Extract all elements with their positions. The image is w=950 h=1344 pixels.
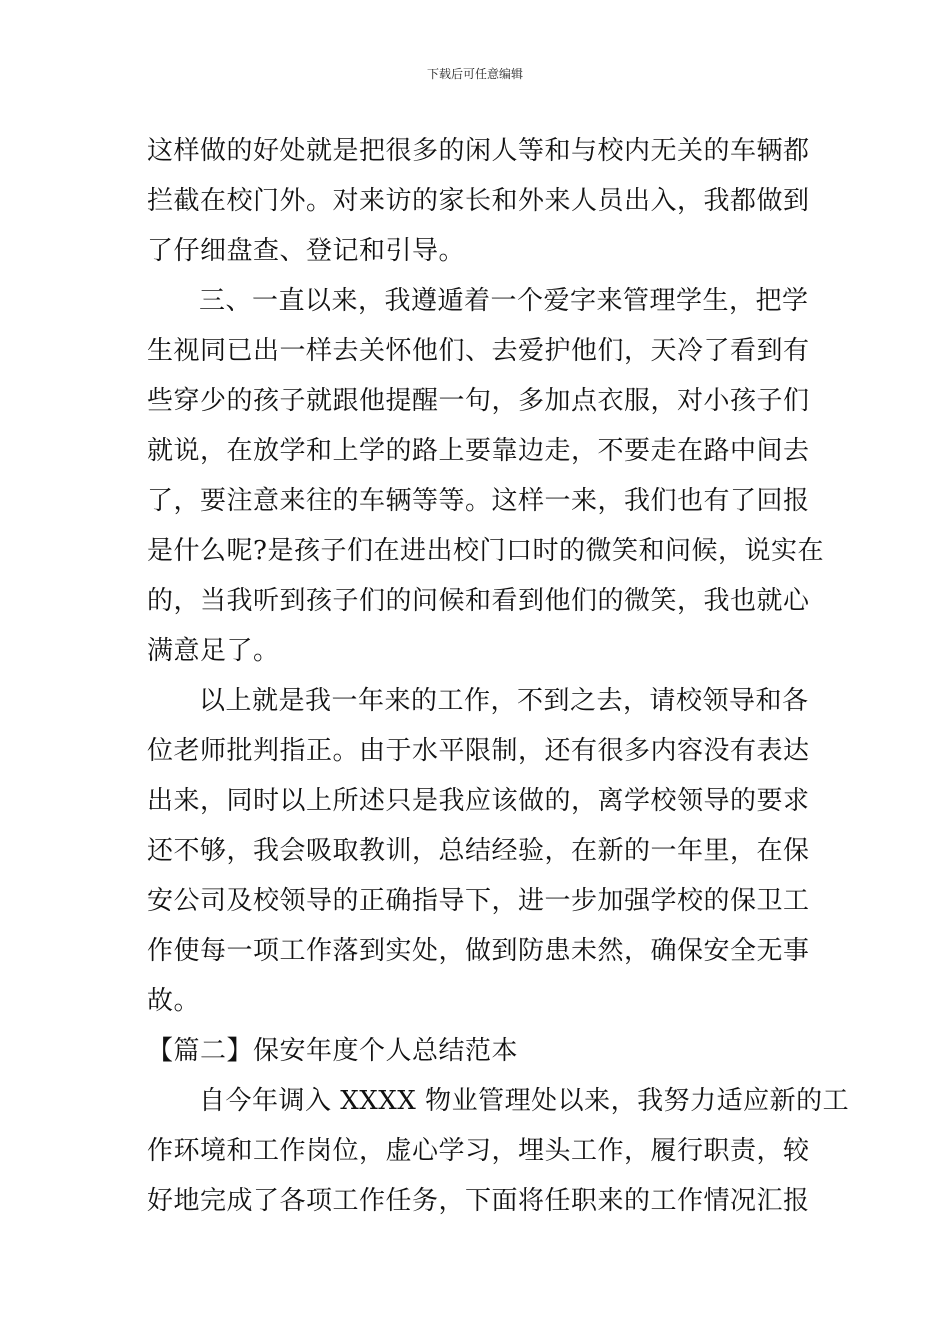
text-line: 作使每一项工作落到实处，做到防患未然，确保安全无事 <box>147 936 810 966</box>
text-line: 拦截在校门外。对来访的家长和外来人员出入，我都做到 <box>147 186 810 216</box>
text-line: 的，当我听到孩子们的问候和看到他们的微笑，我也就心 <box>147 586 810 616</box>
document-body <box>147 126 850 1226</box>
paragraph-first-line: 三、一直以来，我遵遁着一个爱字来管理学生，把学 <box>199 286 809 316</box>
text-line: 作环境和工作岗位，虚心学习，埋头工作，履行职责，较 <box>147 1136 810 1166</box>
text-line: 还不够，我会吸取教训，总结经验，在新的一年里，在保 <box>147 836 810 866</box>
text-line: 出来，同时以上所述只是我应该做的，离学校领导的要求 <box>147 786 810 816</box>
text-line: 好地完成了各项工作任务，下面将任职来的工作情况汇报 <box>147 1186 810 1216</box>
page-header: 下载后可任意编辑 <box>426 67 523 81</box>
text-line: 这样做的好处就是把很多的闲人等和与校内无关的车辆都 <box>147 136 810 166</box>
text-line: 位老师批判指正。由于水平限制，还有很多内容没有表达 <box>147 736 810 766</box>
text-line: 就说，在放学和上学的路上要靠边走，不要走在路中间去 <box>147 436 810 466</box>
text-line: 了，要注意来往的车辆等等。这样一来，我们也有了回报 <box>147 486 810 516</box>
section-heading: 【篇二】保安年度个人总结范本 <box>147 1036 519 1066</box>
text-line: 是什么呢?是孩子们在进出校门口时的微笑和问候，说实在 <box>147 536 824 566</box>
text-line: 些穿少的孩子就跟他提醒一句，多加点衣服，对小孩子们 <box>147 386 810 416</box>
text-line: 满意足了。 <box>147 636 280 666</box>
paragraph-first-line: 自今年调入 XXXX 物业管理处以来，我努力适应新的工 <box>199 1086 850 1116</box>
text-line: 生视同已出一样去关怀他们、去爱护他们，天冷了看到有 <box>147 336 810 366</box>
text-line: 故。 <box>147 986 201 1016</box>
text-line: 了仔细盘查、登记和引导。 <box>147 236 466 266</box>
text-line: 安公司及校领导的正确指导下，进一步加强学校的保卫工 <box>147 886 810 916</box>
paragraph-first-line: 以上就是我一年来的工作，不到之去，请校领导和各 <box>199 686 809 716</box>
